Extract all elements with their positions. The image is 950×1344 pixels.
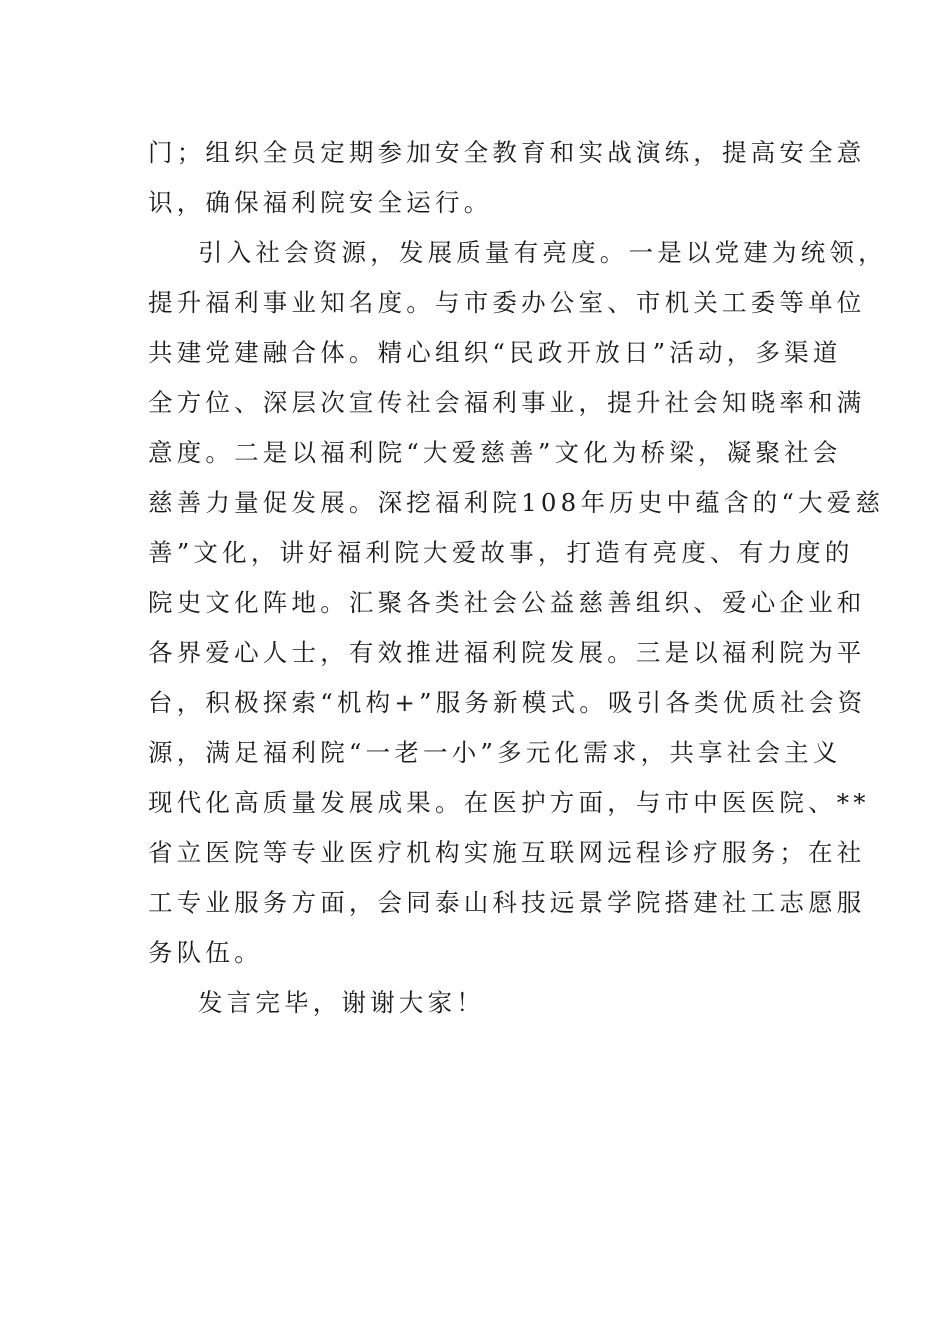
paragraph-safety-operation — [148, 128, 866, 228]
paragraph-line: 引入社会资源，发展质量有亮度。一是以党建为统领， — [198, 238, 887, 267]
paragraph-line: 台，积极探索“机构+”服务新模式。吸引各类优质社会资 — [148, 688, 867, 717]
paragraph-line: 各界爱心人士，有效推进福利院发展。三是以福利院为平 — [148, 638, 866, 667]
paragraph-line: 源，满足福利院“一老一小”多元化需求，共享社会主义 — [148, 738, 842, 767]
paragraph-line: 门；组织全员定期参加安全教育和实战演练，提高安全意 — [148, 138, 866, 167]
paragraph-line: 提升福利事业知名度。与市委办公室、市机关工委等单位 — [148, 288, 866, 317]
paragraph-line: 工专业服务方面，会同泰山科技远景学院搭建社工志愿服 — [148, 888, 866, 917]
paragraph-line: 院史文化阵地。汇聚各类社会公益慈善组织、爱心企业和 — [148, 588, 866, 617]
paragraph-social-resources — [148, 228, 887, 978]
paragraph-line: 全方位、深层次宣传社会福利事业，提升社会知晓率和满 — [148, 388, 866, 417]
paragraph-closing — [148, 978, 808, 1028]
paragraph-line: 善”文化，讲好福利院大爱故事，打造有亮度、有力度的 — [148, 538, 854, 567]
paragraph-line: 现代化高质量发展成果。在医护方面，与市中医医院、** — [148, 788, 870, 817]
paragraph-line: 共建党建融合体。精心组织“民政开放日”活动，多渠道 — [148, 338, 842, 367]
paragraph-line: 识，确保福利院安全运行。 — [148, 188, 493, 217]
paragraph-line: 务队伍。 — [148, 938, 263, 967]
paragraph-line: 发言完毕，谢谢大家！ — [198, 988, 485, 1017]
paragraph-line: 慈善力量促发展。深挖福利院108年历史中蕴含的“大爱慈 — [148, 488, 885, 517]
paragraph-line: 省立医院等专业医疗机构实施互联网远程诊疗服务；在社 — [148, 838, 866, 867]
document-body — [148, 128, 887, 1028]
paragraph-line: 意度。二是以福利院“大爱慈善”文化为桥梁，凝聚社会 — [148, 438, 842, 467]
